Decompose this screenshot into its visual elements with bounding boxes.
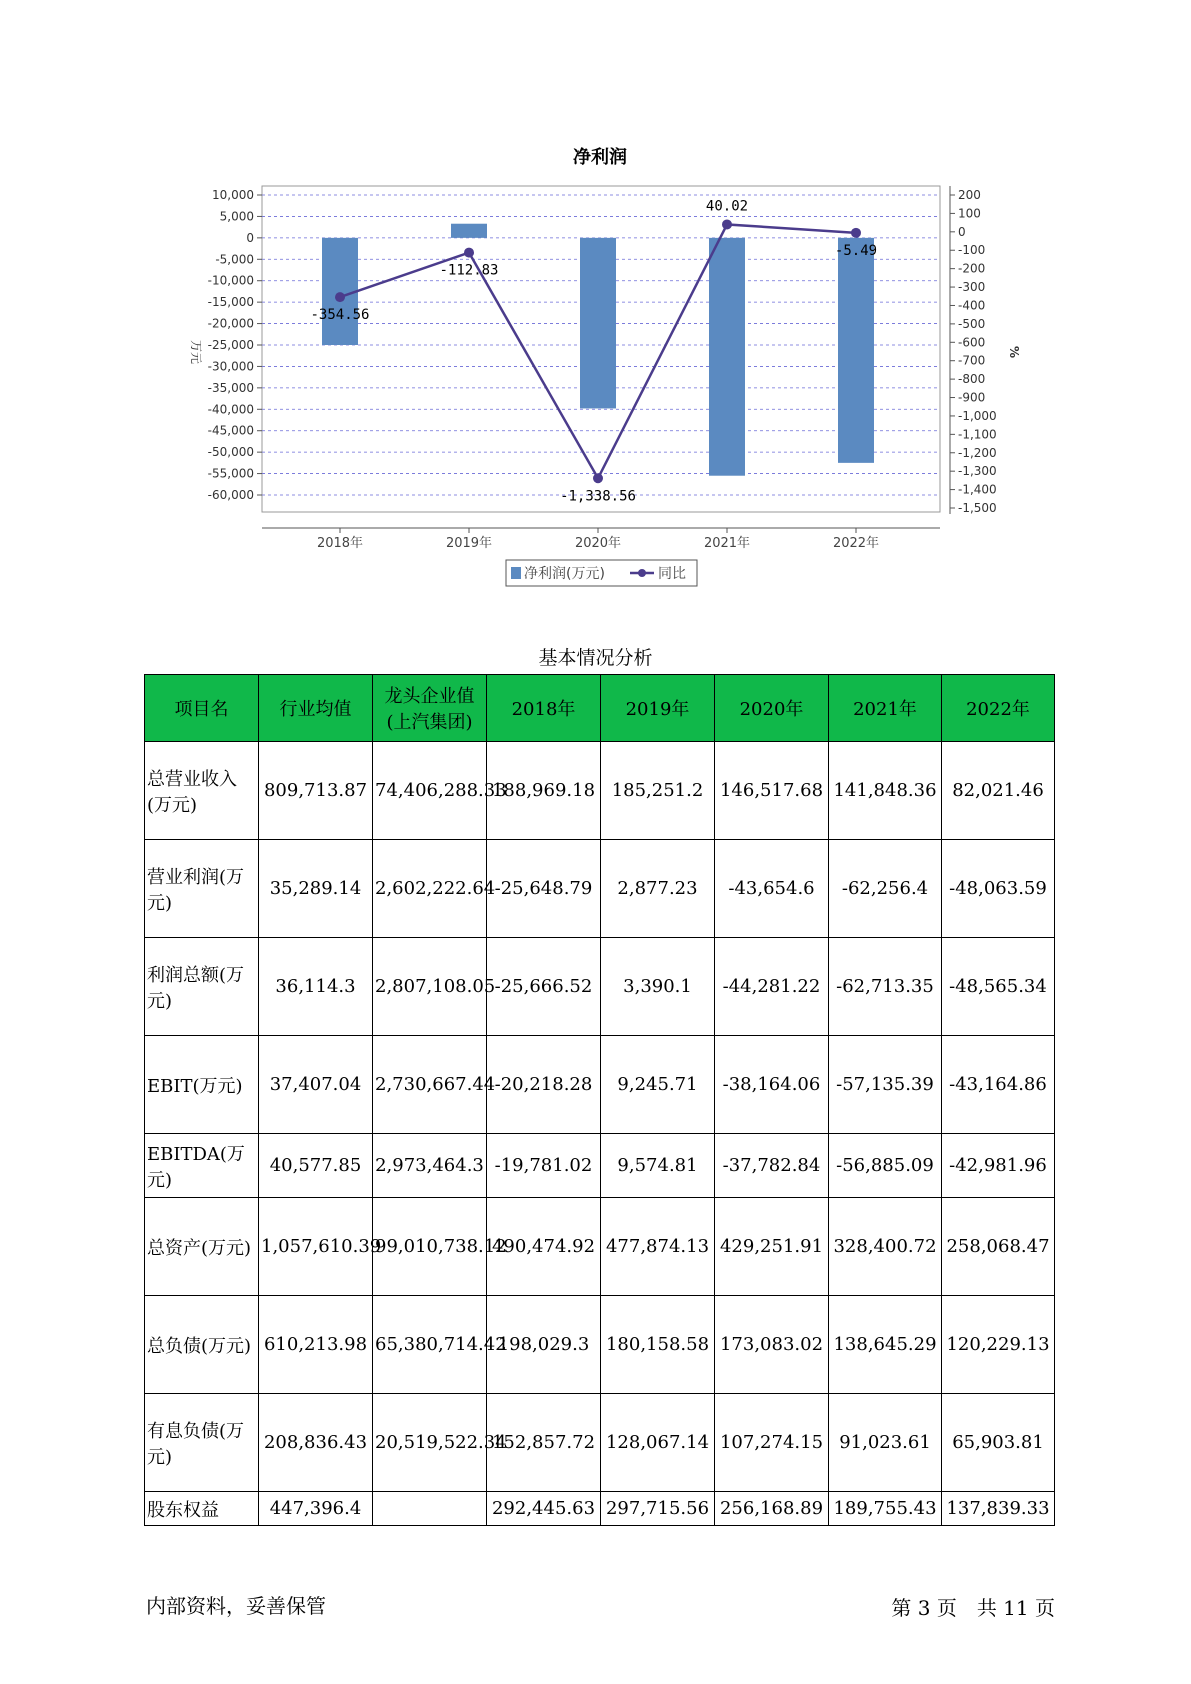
bar-net-profit xyxy=(322,238,358,345)
table-cell: -57,135.39 xyxy=(829,1036,942,1134)
right-axis-label: % xyxy=(1007,345,1021,359)
table-cell: 2,807,108.05 xyxy=(373,938,487,1036)
table-cell: 37,407.04 xyxy=(259,1036,373,1134)
table-cell: 2,602,222.64 xyxy=(373,840,487,938)
header-2019: 2019年 xyxy=(601,675,715,742)
table-cell: -62,713.35 xyxy=(829,938,942,1036)
table-row xyxy=(145,840,1055,938)
point-yoy xyxy=(851,228,861,238)
row-label: 总资产(万元) xyxy=(145,1198,259,1296)
point-yoy xyxy=(593,473,603,483)
table-cell: 2,730,667.44 xyxy=(373,1036,487,1134)
row-label: 股东权益 xyxy=(145,1492,259,1526)
left-tick-label: -50,000 xyxy=(207,445,254,460)
right-tick-label: -1,300 xyxy=(958,464,997,479)
table-row xyxy=(145,938,1055,1036)
left-tick-label: -30,000 xyxy=(207,359,254,374)
bar-net-profit xyxy=(451,224,487,238)
row-label: EBIT(万元) xyxy=(145,1036,259,1134)
table-cell: 9,245.71 xyxy=(601,1036,715,1134)
table-cell: 610,213.98 xyxy=(259,1296,373,1394)
table-cell: 256,168.89 xyxy=(715,1492,829,1526)
left-axis-label: 万元 xyxy=(189,339,203,365)
right-tick-label: -1,500 xyxy=(958,501,997,515)
point-yoy xyxy=(335,292,345,302)
right-tick-label: -1,200 xyxy=(958,445,997,460)
table-cell: 36,114.3 xyxy=(259,938,373,1036)
table-cell: 208,836.43 xyxy=(259,1394,373,1492)
table-cell: -43,164.86 xyxy=(942,1036,1055,1134)
chart-title: 净利润 xyxy=(573,147,627,168)
right-tick-label: -1,100 xyxy=(958,427,997,442)
table-cell: 137,839.33 xyxy=(942,1492,1055,1526)
table-cell: 152,857.72 xyxy=(487,1394,601,1492)
left-tick-label: -45,000 xyxy=(207,423,254,438)
table-row xyxy=(145,1036,1055,1134)
table-cell: 477,874.13 xyxy=(601,1198,715,1296)
right-tick-label: -1,000 xyxy=(958,408,997,423)
right-tick-label: 200 xyxy=(958,188,981,202)
x-tick-label: 2020年 xyxy=(574,536,622,551)
right-tick-label: -600 xyxy=(958,335,986,350)
table-cell: 447,396.4 xyxy=(259,1492,373,1526)
left-tick-label: 0 xyxy=(246,230,254,245)
table-cell: 91,023.61 xyxy=(829,1394,942,1492)
table-cell: -43,654.6 xyxy=(715,840,829,938)
data-label-yoy: -1,338.56 xyxy=(560,488,636,505)
table-cell: 65,380,714.42 xyxy=(373,1296,487,1394)
right-tick-label: -800 xyxy=(958,372,986,387)
table-cell: -62,256.4 xyxy=(829,840,942,938)
table-cell: 297,715.56 xyxy=(601,1492,715,1526)
table-cell: 258,068.47 xyxy=(942,1198,1055,1296)
table-cell: 490,474.92 xyxy=(487,1198,601,1296)
left-tick-label: -40,000 xyxy=(207,402,254,417)
basic-analysis-table xyxy=(144,674,1055,1526)
bar-net-profit xyxy=(838,238,874,463)
footer-page-number: 第 3 页 共 11 页 xyxy=(891,1596,1055,1620)
table-row xyxy=(145,1492,1055,1526)
table-cell: 198,029.3 xyxy=(487,1296,601,1394)
right-tick-label: 100 xyxy=(958,206,981,221)
left-tick-label: -35,000 xyxy=(207,380,254,395)
table-cell: 120,229.13 xyxy=(942,1296,1055,1394)
row-label: 总营业收入(万元) xyxy=(145,742,259,840)
x-tick-label: 2018年 xyxy=(316,536,364,551)
right-tick-label: -500 xyxy=(958,316,986,331)
table-header-row xyxy=(145,675,1055,742)
row-label: EBITDA(万元) xyxy=(145,1134,259,1198)
table-row xyxy=(145,1198,1055,1296)
right-tick-label: -900 xyxy=(958,390,986,405)
right-tick-label: -200 xyxy=(958,261,986,276)
net-profit-chart xyxy=(0,0,1191,600)
table-cell: 188,969.18 xyxy=(487,742,601,840)
table-cell: -48,063.59 xyxy=(942,840,1055,938)
point-yoy xyxy=(722,219,732,229)
table-cell: -20,218.28 xyxy=(487,1036,601,1134)
legend-label-line: 同比 xyxy=(658,566,686,582)
table-cell: -38,164.06 xyxy=(715,1036,829,1134)
table-cell: 99,010,738.12 xyxy=(373,1198,487,1296)
table-cell: 292,445.63 xyxy=(487,1492,601,1526)
table-cell: 128,067.14 xyxy=(601,1394,715,1492)
table-cell: 180,158.58 xyxy=(601,1296,715,1394)
right-tick-label: -1,400 xyxy=(958,482,997,497)
data-label-yoy: -5.49 xyxy=(834,242,878,259)
header-2018: 2018年 xyxy=(487,675,601,742)
table-cell: -56,885.09 xyxy=(829,1134,942,1198)
right-tick-label: -300 xyxy=(958,280,986,295)
table-cell: -48,565.34 xyxy=(942,938,1055,1036)
table-cell: 173,083.02 xyxy=(715,1296,829,1394)
table-cell: 138,645.29 xyxy=(829,1296,942,1394)
table-cell: -25,648.79 xyxy=(487,840,601,938)
table-cell: 185,251.2 xyxy=(601,742,715,840)
table-cell xyxy=(373,1492,487,1526)
header-2022: 2022年 xyxy=(942,675,1055,742)
right-tick-label: 0 xyxy=(958,224,966,239)
table-cell: -25,666.52 xyxy=(487,938,601,1036)
row-label: 总负债(万元) xyxy=(145,1296,259,1394)
table-cell: 429,251.91 xyxy=(715,1198,829,1296)
left-tick-label: -5,000 xyxy=(215,252,254,267)
left-tick-label: 10,000 xyxy=(212,188,254,202)
header-industry-avg: 行业均值 xyxy=(259,675,373,742)
table-cell: -37,782.84 xyxy=(715,1134,829,1198)
table-row xyxy=(145,1134,1055,1198)
table-cell: 82,021.46 xyxy=(942,742,1055,840)
left-tick-label: 5,000 xyxy=(219,209,254,224)
point-yoy xyxy=(464,248,474,258)
row-label: 有息负债(万元) xyxy=(145,1394,259,1492)
table-cell: 189,755.43 xyxy=(829,1492,942,1526)
table-cell: 2,877.23 xyxy=(601,840,715,938)
table-cell: 146,517.68 xyxy=(715,742,829,840)
table-row xyxy=(145,1394,1055,1492)
bar-net-profit xyxy=(580,238,616,409)
table-cell: 107,274.15 xyxy=(715,1394,829,1492)
bar-net-profit xyxy=(709,238,745,476)
table-cell: 74,406,288.33 xyxy=(373,742,487,840)
left-tick-label: -15,000 xyxy=(207,295,254,310)
legend-swatch-bar xyxy=(511,567,521,579)
left-tick-label: -25,000 xyxy=(207,338,254,352)
table-cell: 809,713.87 xyxy=(259,742,373,840)
left-tick-label: -20,000 xyxy=(207,316,254,331)
table-cell: -19,781.02 xyxy=(487,1134,601,1198)
table-cell: 40,577.85 xyxy=(259,1134,373,1198)
table-cell: -44,281.22 xyxy=(715,938,829,1036)
table-cell: 20,519,522.34 xyxy=(373,1394,487,1492)
x-tick-label: 2021年 xyxy=(703,536,751,551)
table-caption: 基本情况分析 xyxy=(538,647,653,669)
footer-confidential-note: 内部资料，妥善保管 xyxy=(146,1594,326,1618)
x-tick-label: 2022年 xyxy=(832,536,880,551)
table-cell: 35,289.14 xyxy=(259,840,373,938)
data-label-yoy: 40.02 xyxy=(705,198,749,215)
left-tick-label: -55,000 xyxy=(207,466,254,481)
table-cell: 141,848.36 xyxy=(829,742,942,840)
data-label-yoy: -112.83 xyxy=(439,262,499,279)
row-label: 营业利润(万元) xyxy=(145,840,259,938)
table-cell: 65,903.81 xyxy=(942,1394,1055,1492)
left-tick-label: -60,000 xyxy=(207,488,254,502)
table-cell: 9,574.81 xyxy=(601,1134,715,1198)
right-tick-label: -100 xyxy=(958,243,986,258)
header-leader-value: 龙头企业值(上汽集团) xyxy=(373,675,487,742)
table-cell: -42,981.96 xyxy=(942,1134,1055,1198)
right-tick-label: -700 xyxy=(958,353,986,368)
header-2020: 2020年 xyxy=(715,675,829,742)
table-row xyxy=(145,1296,1055,1394)
right-tick-label: -400 xyxy=(958,298,986,313)
data-label-yoy: -354.56 xyxy=(310,307,370,324)
header-item-name: 项目名 xyxy=(145,675,259,742)
table-cell: 3,390.1 xyxy=(601,938,715,1036)
row-label: 利润总额(万元) xyxy=(145,938,259,1036)
left-tick-label: -10,000 xyxy=(207,273,254,288)
legend-label-bar: 净利润(万元) xyxy=(524,566,605,582)
header-2021: 2021年 xyxy=(829,675,942,742)
table-row xyxy=(145,742,1055,840)
table-cell: 1,057,610.39 xyxy=(259,1198,373,1296)
table-cell: 2,973,464.3 xyxy=(373,1134,487,1198)
table-cell: 328,400.72 xyxy=(829,1198,942,1296)
legend-swatch-point xyxy=(638,569,646,577)
x-tick-label: 2019年 xyxy=(445,536,493,551)
